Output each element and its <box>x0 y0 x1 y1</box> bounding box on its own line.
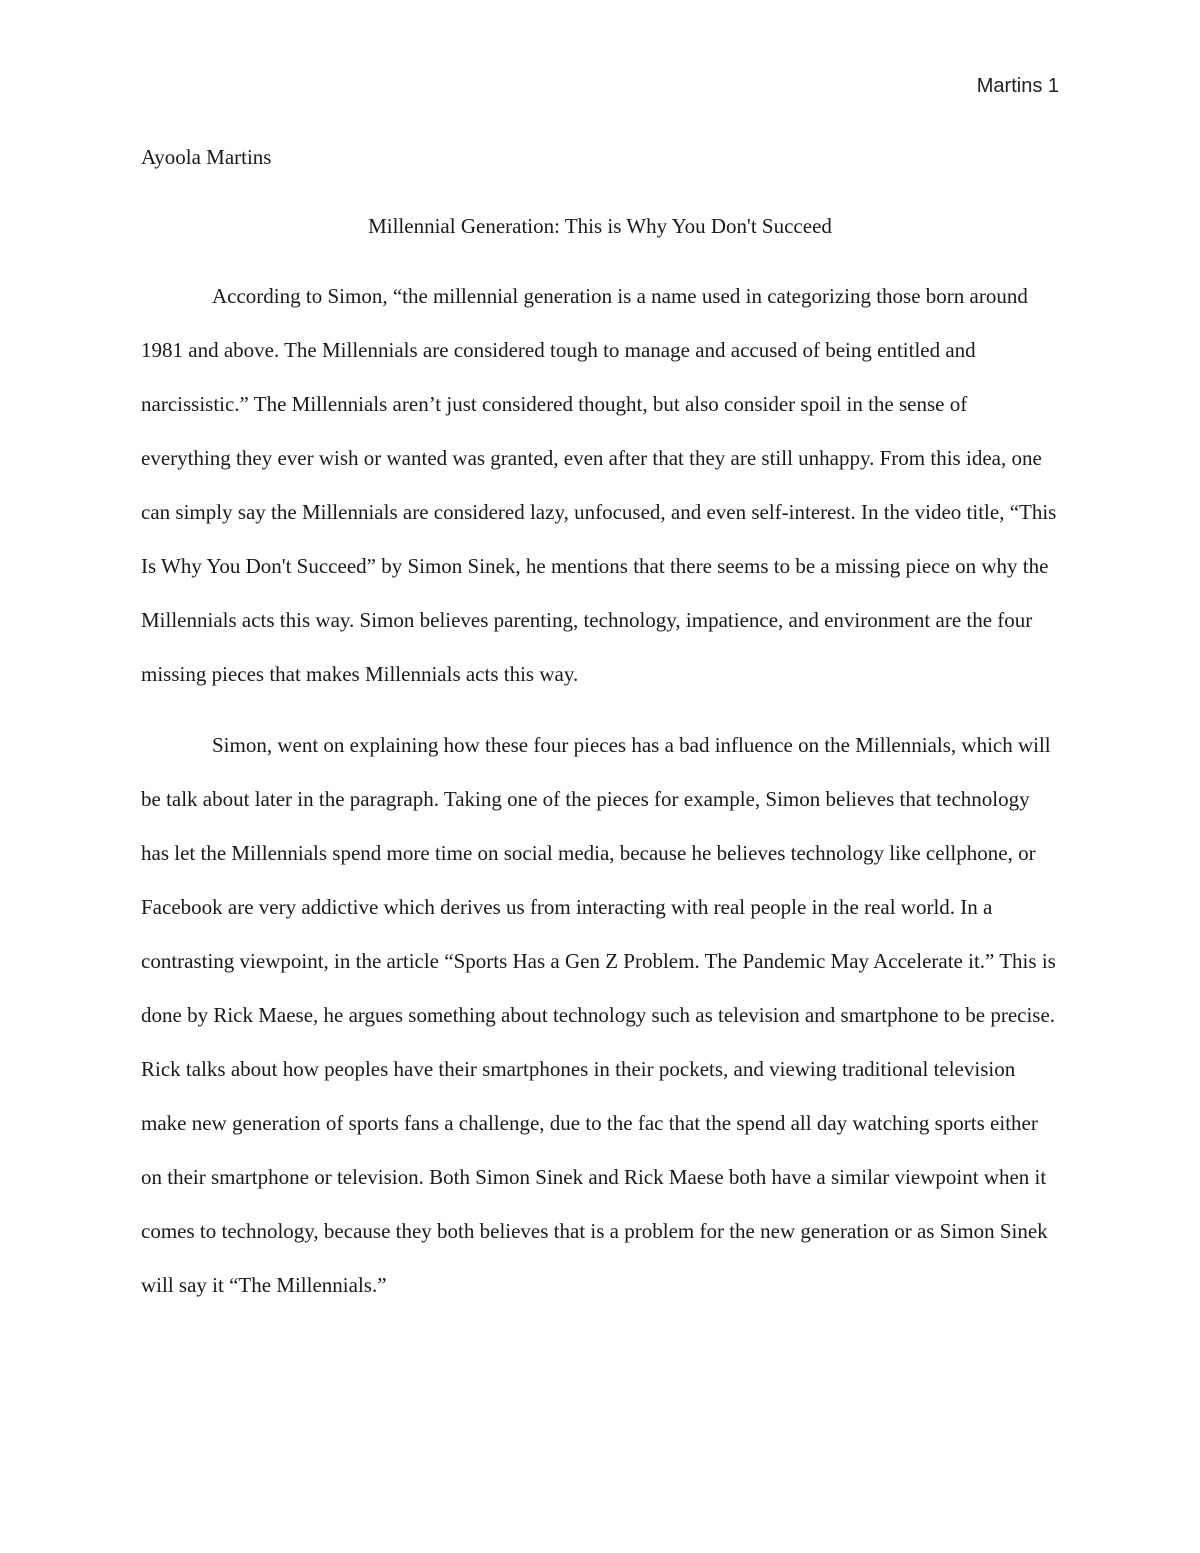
running-head: Martins 1 <box>976 75 1059 97</box>
essay-body <box>141 269 1059 1329</box>
essay-title: Millennial Generation: This is Why You Don't Succeed <box>368 214 832 238</box>
paragraph-2: Simon, went on explaining how these four pieces has a bad influence on the Millennials, which will be talk about later in the paragraph. Taking one of the pieces for example, Simon believes that technology has let the Millennials spend more time on social media, because he believes technology like cellphone, or Facebook are very addictive which derives us from interacting with real people in the real world. In a contrasting viewpoint, in the article “Sports Has a Gen Z Problem. The Pandemic May Accelerate it.” This is done by Rick Maese, he argues something about technology such as television and smartphone to be precise. Rick talks about how peoples have their smartphones in their pockets, and viewing traditional television make new generation of sports fans a challenge, due to the fac that the spend all day watching sports either on their smartphone or television. Both Simon Sinek and Rick Maese both have a similar viewpoint when it comes to technology, because they both believes that is a problem for the new generation or as Simon Sinek will say it “The Millennials.” <box>141 733 1056 1297</box>
author-name: Ayoola Martins <box>141 145 272 169</box>
paragraph-1: According to Simon, “the millennial generation is a name used in categorizing those born around 1981 and above. The Millennials are considered tough to manage and accused of being entitled and narcissistic.” The Millennials aren’t just considered thought, but also consider spoil in the sense of everything they ever wish or wanted was granted, even after that they are still unhappy. From this idea, one can simply say the Millennials are considered lazy, unfocused, and even self-interest. In the video title, “This Is Why You Don't Succeed” by Simon Sinek, he mentions that there seems to be a missing piece on why the Millennials acts this way. Simon believes parenting, technology, impatience, and environment are the four missing pieces that makes Millennials acts this way. <box>141 284 1057 686</box>
